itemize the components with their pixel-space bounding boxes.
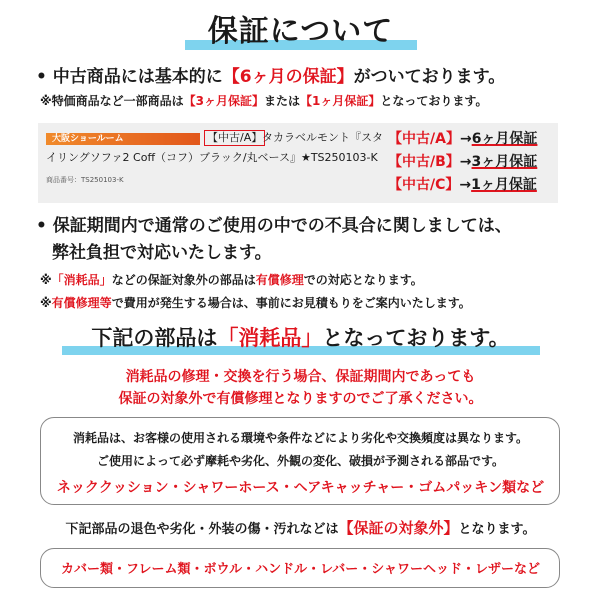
special-note: ※特価商品など一部商品は【3ヶ月保証】または【1ヶ月保証】となっております。 <box>40 94 488 108</box>
section-heading: 下記の部品は「消耗品」となっております。 <box>91 326 510 350</box>
coverage-line1: • 保証期間内で通常のご使用の中での不具合に関しましては、 <box>36 216 512 236</box>
exclusion-items: カバー類・フレーム類・ボウル・ハンドル・レバー・シャワーヘッド・レザーなど <box>61 562 540 577</box>
product-name-line2: イリングソファ2 Coff（コフ）ブラック/丸ベース』★TS250103-K <box>46 151 378 164</box>
product-name-line1: タカラベルモント『スタ <box>262 131 383 144</box>
consumable-box-line2: ご使用によって必ず摩耗や劣化、外観の変化、破損が予測される部品です。 <box>96 454 505 468</box>
bullet-dot: • <box>36 67 47 87</box>
coverage-line2: 弊社負担で対応いたします。 <box>52 243 272 263</box>
bullet-dot: • <box>36 216 47 236</box>
six-month-highlight: 【6ヶ月の保証】 <box>222 67 354 87</box>
warranty-main: • 中古商品には基本的に【6ヶ月の保証】がついております。 <box>36 67 506 87</box>
grade-b: 【中古/B】→3ヶ月保証 <box>388 154 538 170</box>
red-notice-line1: 消耗品の修理・交換を行う場合、保証期間内であっても <box>125 369 476 385</box>
grade-c: 【中古/C】→1ヶ月保証 <box>388 177 537 193</box>
consumable-items: ネッククッション・シャワーホース・ヘアキャッチャー・ゴムパッキン類など <box>56 480 545 496</box>
grade-a: 【中古/A】→6ヶ月保証 <box>388 131 538 147</box>
exclusion-note: 下記部品の退色や劣化・外装の傷・汚れなどは【保証の対象外】となります。 <box>65 519 536 537</box>
paid-repair-note: ※有償修理等で費用が発生する場合は、事前にお見積もりをご案内いたします。 <box>40 296 471 310</box>
grade-tag: 【中古/A】 <box>204 130 265 146</box>
page-title: 保証について <box>207 14 394 49</box>
product-code: 商品番号：TS250103-K <box>46 176 124 184</box>
consumable-box-line1: 消耗品は、お客様の使用される環境や条件などにより劣化や交換頻度は異なります。 <box>72 431 529 445</box>
red-notice-line2: 保証の対象外で有償修理となりますのでご了承ください。 <box>118 391 483 407</box>
store-label: 大阪ショールーム <box>52 134 124 144</box>
consumable-note: ※「消耗品」などの保証対象外の部品は有償修理での対応となります。 <box>40 273 423 287</box>
